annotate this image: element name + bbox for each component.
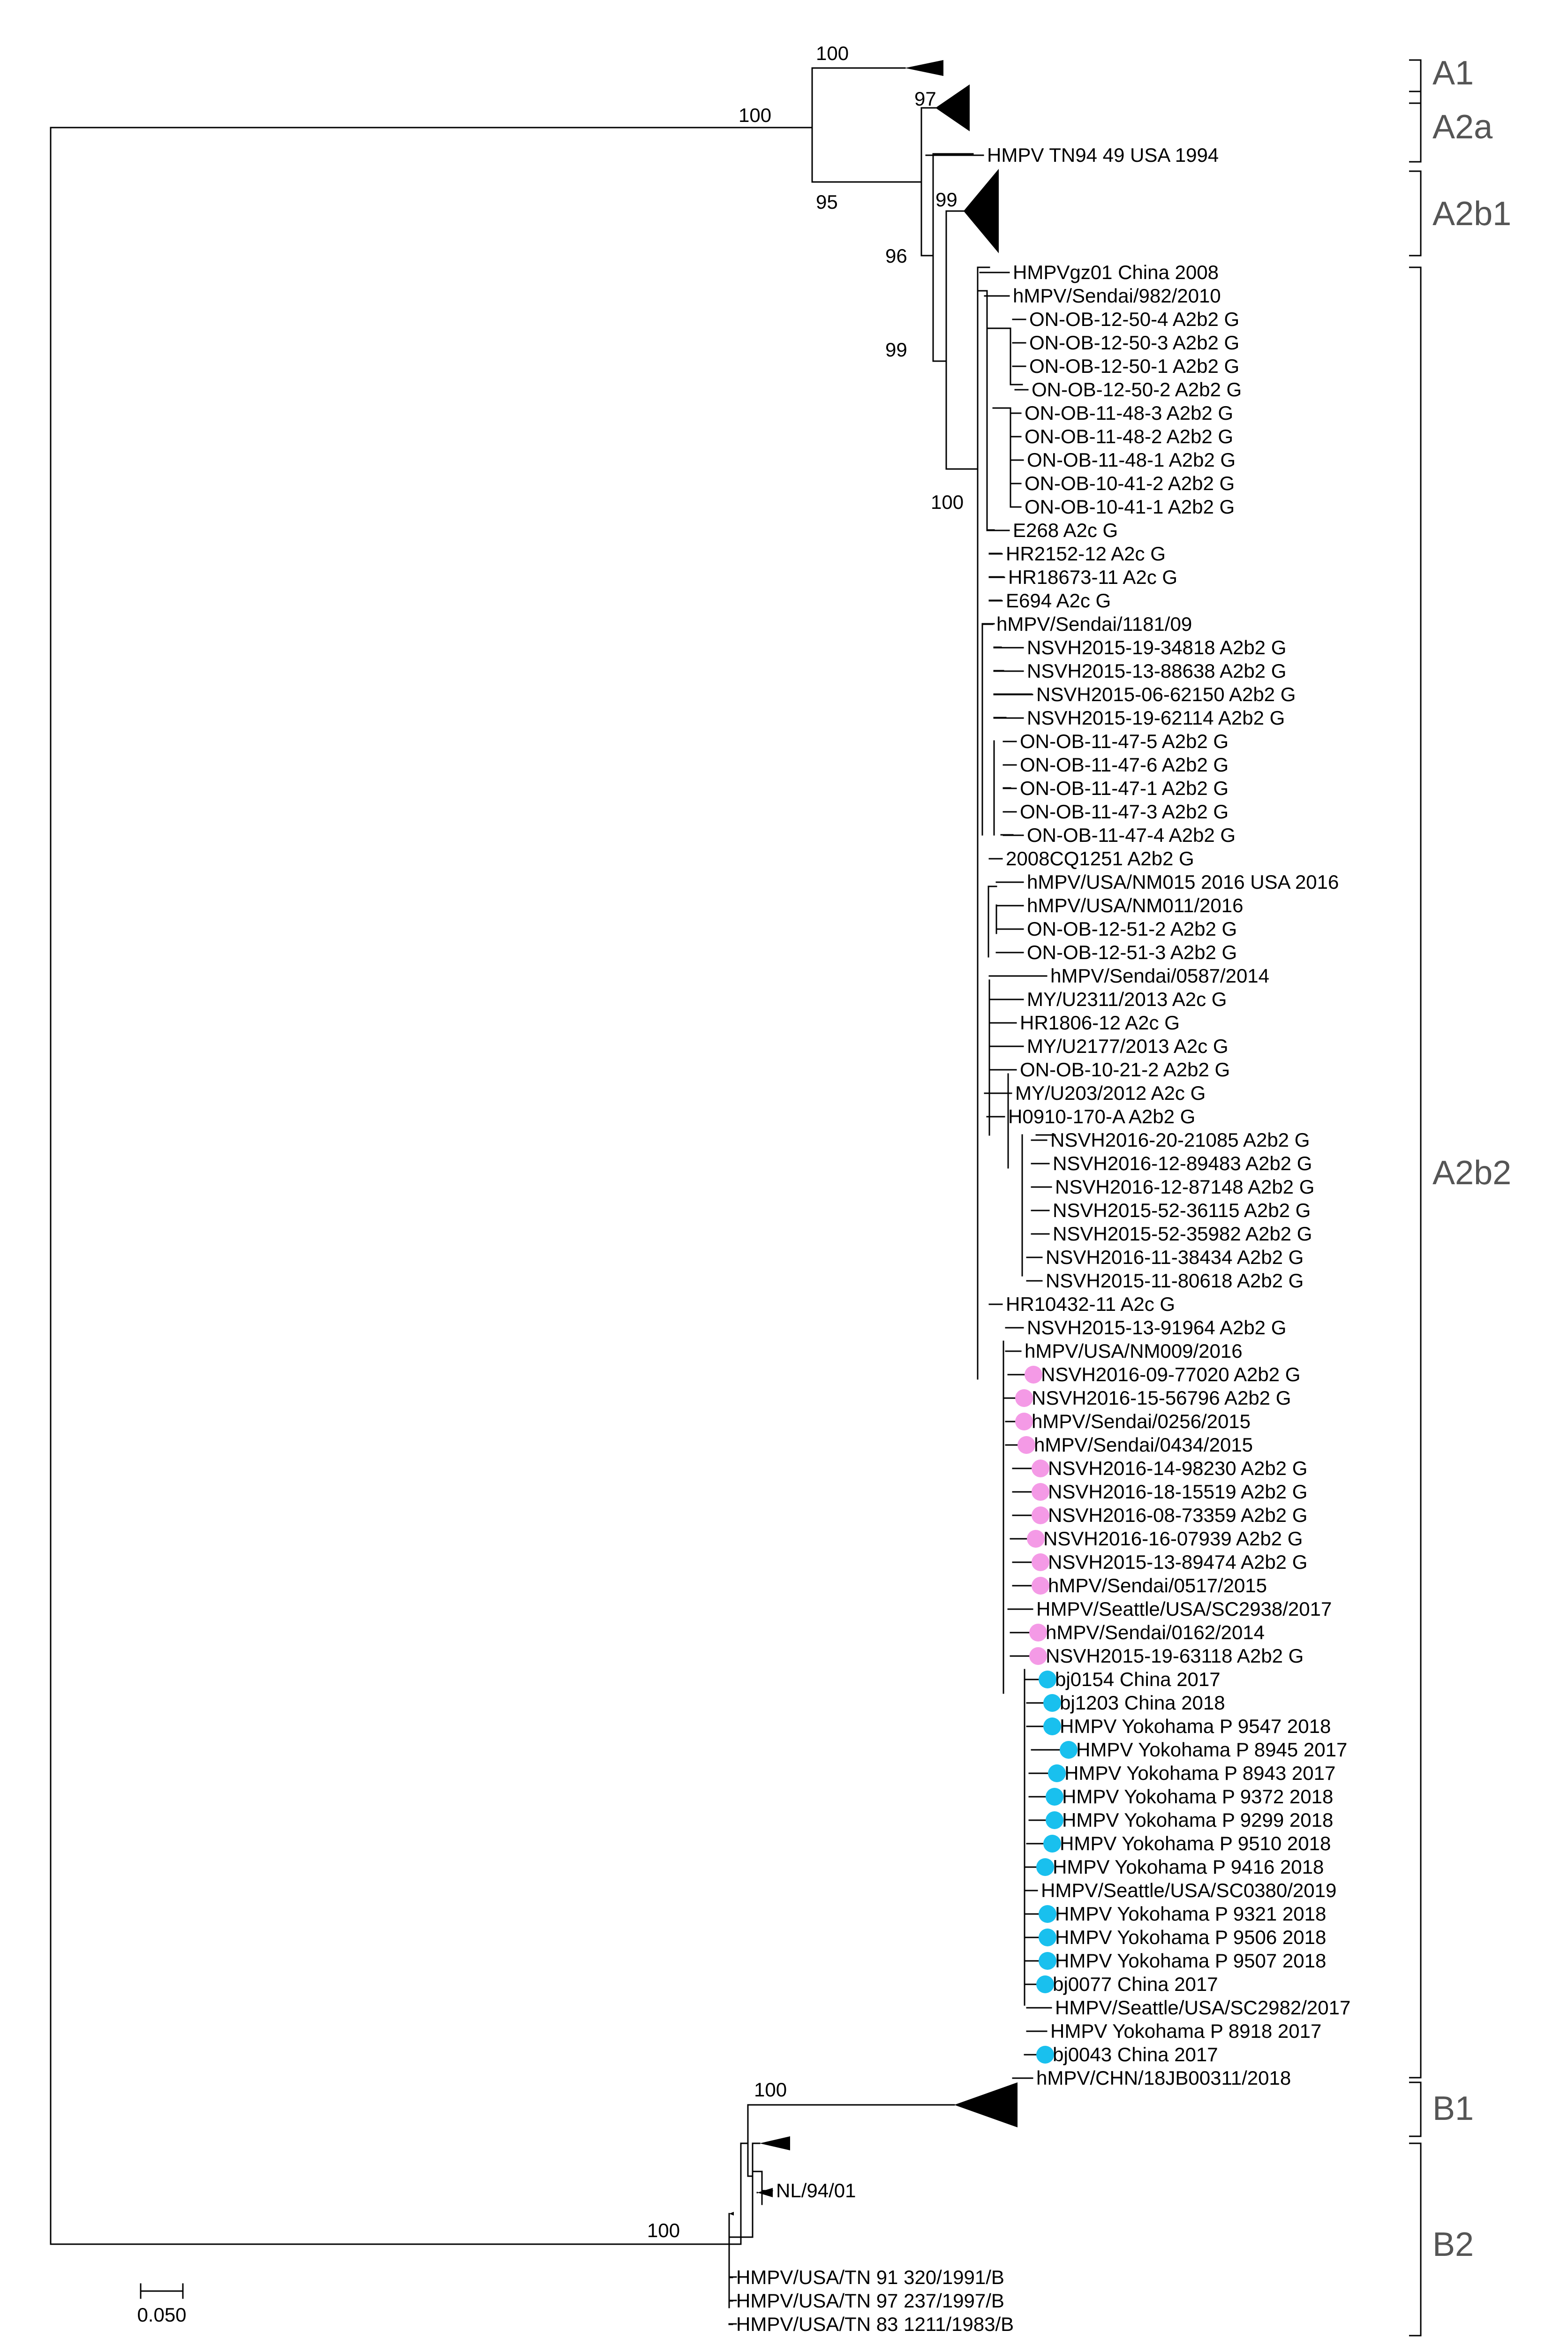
- cyan-marker: [1039, 1929, 1056, 1946]
- leaf: [1029, 1785, 1333, 1808]
- leaf-label: hMPV/CHN/18JB00311/2018: [1036, 2067, 1291, 2089]
- leaf: [1013, 2067, 1291, 2089]
- clade-label-b2: B2: [1432, 2226, 1474, 2263]
- leaf-label: NSVH2015-19-34818 A2b2 G: [1027, 636, 1287, 658]
- leaf-label: ON-OB-10-41-2 A2b2 G: [1025, 472, 1235, 494]
- pink-marker: [1032, 1506, 1049, 1524]
- leaf: [1027, 1715, 1331, 1737]
- bootstrap-value: 100: [754, 2079, 787, 2101]
- bootstrap-value: 97: [914, 88, 936, 110]
- leaf: [1003, 730, 1229, 752]
- bootstrap-value: 100: [931, 491, 964, 513]
- pink-marker: [1025, 1366, 1042, 1384]
- leaf: [1010, 402, 1233, 424]
- leaf: [1027, 1270, 1304, 1292]
- leaf-label: HMPV Yokohama P 9416 2018: [1053, 1856, 1324, 1878]
- leaf: [989, 988, 1227, 1010]
- pink-marker: [1032, 1553, 1049, 1571]
- leaf: [1013, 332, 1239, 354]
- leaf: [1003, 754, 1229, 776]
- leaf-label: NSVH2016-12-89483 A2b2 G: [1053, 1152, 1312, 1174]
- leaf: [1003, 824, 1236, 846]
- cyan-marker: [1043, 1835, 1061, 1853]
- leaf: [1029, 1762, 1335, 1784]
- leaf: [1006, 1340, 1243, 1362]
- leaf-label: NSVH2015-06-62150 A2b2 G: [1036, 683, 1296, 705]
- leaf: [982, 613, 1192, 635]
- leaf-label: NSVH2016-12-87148 A2b2 G: [1055, 1176, 1315, 1198]
- cyan-marker: [1060, 1741, 1078, 1759]
- leaf: [994, 683, 1296, 705]
- leaf-label: NSVH2016-09-77020 A2b2 G: [1041, 1363, 1301, 1385]
- leaf: [989, 965, 1269, 987]
- collapsed-clade-b2-sub1: [760, 2136, 790, 2150]
- leaf-label: MY/U2311/2013 A2c G: [1027, 988, 1227, 1010]
- leaf: [1006, 1410, 1251, 1432]
- pink-marker: [1018, 1436, 1035, 1454]
- leaf-label: MY/U203/2012 A2c G: [1015, 1082, 1206, 1104]
- leaf-label: HR10432-11 A2c G: [1006, 1293, 1176, 1315]
- leaf: [1025, 1668, 1221, 1690]
- clade-label-a2b2: A2b2: [1432, 1154, 1512, 1192]
- leaf: [989, 1012, 1180, 1034]
- leaf-label: HMPVgz01 China 2008: [1013, 261, 1219, 283]
- leaf: [1013, 308, 1239, 330]
- leaf: [729, 2266, 1004, 2288]
- leaf-label: ON-OB-10-41-1 A2b2 G: [1025, 496, 1235, 518]
- leaf-label: H0910-170-A A2b2 G: [1008, 1105, 1196, 1127]
- leaf: [1013, 1551, 1307, 1573]
- leaf: [1025, 1856, 1324, 1878]
- leaf-label: HMPV/USA/TN 91 320/1991/B: [736, 2266, 1004, 2288]
- leaf: [987, 519, 1118, 541]
- pink-marker: [1029, 1647, 1047, 1665]
- leaf-label: hMPV/USA/NM015 2016 USA 2016: [1027, 871, 1339, 893]
- leaf-layer: [729, 144, 1350, 2335]
- leaf-label: ON-OB-11-47-1 A2b2 G: [1020, 777, 1229, 799]
- leaf: [989, 1293, 1175, 1315]
- leaf-label: ON-OB-11-48-2 A2b2 G: [1025, 425, 1234, 447]
- leaf: [1003, 801, 1229, 823]
- pink-marker: [1015, 1413, 1033, 1430]
- leaf-label: hMPV/Sendai/1181/09: [996, 613, 1192, 635]
- leaf-label: HMPV Yokohama P 9506 2018: [1055, 1926, 1327, 1948]
- collapsed-clade-b2-sub2: [757, 2188, 773, 2197]
- leaf-label: bj0043 China 2017: [1053, 2043, 1218, 2065]
- tree-backbone: [51, 68, 978, 2244]
- leaf-label: NSVH2015-19-62114 A2b2 G: [1027, 707, 1285, 729]
- leaf: [994, 636, 1286, 658]
- collapsed-clade-a1: [905, 60, 943, 76]
- pink-marker: [1015, 1389, 1033, 1407]
- leaf: [1013, 355, 1239, 377]
- leaf: [1032, 1199, 1311, 1221]
- leaf: [1025, 1926, 1326, 1948]
- leaf: [989, 543, 1166, 565]
- leaf: [996, 894, 1243, 916]
- leaf: [1006, 1434, 1253, 1456]
- leaf: [1027, 1246, 1304, 1268]
- leaf-label: HR2152-12 A2c G: [1006, 543, 1166, 565]
- leaf-label: ON-OB-11-48-1 A2b2 G: [1027, 449, 1236, 471]
- leaf: [1003, 1387, 1291, 1409]
- leaf: [1013, 1574, 1267, 1596]
- leaf-label: HR18673-11 A2c G: [1008, 566, 1178, 588]
- leaf-label: HMPV/Seattle/USA/SC2982/2017: [1055, 1997, 1351, 2019]
- leaf: [980, 261, 1219, 283]
- leaf: [1032, 1152, 1312, 1174]
- cyan-marker: [1046, 1811, 1063, 1829]
- leaf: [1013, 1457, 1307, 1479]
- leaf-label: hMPV/Sendai/0434/2015: [1034, 1434, 1253, 1456]
- leaf-label: ON-OB-12-51-3 A2b2 G: [1027, 941, 1237, 963]
- leaf-label: NSVH2015-52-35982 A2b2 G: [1053, 1223, 1312, 1245]
- leaf-label: ON-OB-10-21-2 A2b2 G: [1020, 1059, 1230, 1081]
- collapsed-clades: [729, 60, 1018, 2216]
- leaf-label: NSVH2016-08-73359 A2b2 G: [1048, 1504, 1308, 1526]
- leaf-label: bj1203 China 2018: [1060, 1692, 1225, 1714]
- leaf-label: HMPV Yokohama P 9510 2018: [1060, 1832, 1331, 1854]
- leaf-label: ON-OB-11-47-3 A2b2 G: [1020, 801, 1229, 823]
- leaf: [1025, 2043, 1218, 2065]
- leaf-label: bj0077 China 2017: [1053, 1973, 1218, 1995]
- cyan-marker: [1048, 1764, 1066, 1782]
- leaf-label: hMPV/Sendai/0517/2015: [1048, 1574, 1267, 1596]
- leaf-label: hMPV/Sendai/0162/2014: [1046, 1621, 1265, 1643]
- clade-label-a2a: A2a: [1432, 108, 1493, 146]
- bootstrap-value: 95: [816, 191, 838, 213]
- leaf: [1010, 496, 1235, 518]
- leaf: [926, 144, 1219, 166]
- leaf-label: NSVH2016-11-38434 A2b2 G: [1046, 1246, 1304, 1268]
- leaf-label: HMPV/Seattle/USA/SC0380/2019: [1041, 1879, 1337, 1901]
- cyan-marker: [1036, 1975, 1054, 1993]
- leaf: [996, 871, 1339, 893]
- leaf-label: NSVH2016-14-98230 A2b2 G: [1048, 1457, 1308, 1479]
- leaf-label: ON-OB-11-47-5 A2b2 G: [1020, 730, 1229, 752]
- leaf: [1027, 1997, 1350, 2019]
- clade-label-a2b1: A2b1: [1432, 195, 1512, 233]
- leaf: [1013, 1481, 1307, 1503]
- leaf-label: HMPV/Seattle/USA/SC2938/2017: [1036, 1598, 1332, 1620]
- leaf-label: ON-OB-11-47-4 A2b2 G: [1027, 824, 1236, 846]
- leaf-label: HMPV Yokohama P 8943 2017: [1064, 1762, 1336, 1784]
- leaf: [1013, 1504, 1307, 1526]
- leaf: [1032, 1223, 1312, 1245]
- leaf-label: NSVH2015-13-91964 A2b2 G: [1027, 1316, 1287, 1339]
- cyan-marker: [1039, 1671, 1056, 1688]
- leaf: [989, 847, 1194, 870]
- pink-marker: [1032, 1483, 1049, 1501]
- leaf: [1010, 425, 1233, 447]
- scale-bar: [137, 2284, 186, 2326]
- leaf-label: NSVH2015-13-88638 A2b2 G: [1027, 660, 1287, 682]
- cyan-marker: [1039, 1952, 1056, 1970]
- bootstrap-value: 96: [885, 245, 907, 267]
- clade-label-b1: B1: [1432, 2090, 1474, 2127]
- leaf: [1032, 1176, 1314, 1198]
- leaf: [994, 707, 1285, 729]
- pink-marker: [1032, 1577, 1049, 1595]
- leaf: [994, 660, 1286, 682]
- leaf: [1027, 1832, 1331, 1854]
- clade-label-layer: [1432, 54, 1511, 2263]
- bootstrap-layer: [647, 42, 964, 2241]
- leaf: [762, 2179, 856, 2201]
- leaf: [996, 918, 1237, 940]
- leaf-label: ON-OB-12-50-4 A2b2 G: [1029, 308, 1240, 330]
- leaf: [1025, 1903, 1326, 1925]
- leaf-label: bj0154 China 2017: [1055, 1668, 1221, 1690]
- cyan-marker: [1043, 1694, 1061, 1712]
- bootstrap-value: 100: [816, 42, 849, 64]
- leaf: [989, 590, 1111, 612]
- pink-marker: [1027, 1530, 1045, 1548]
- cyan-marker: [1043, 1717, 1061, 1735]
- leaf: [729, 2313, 1014, 2335]
- leaf-label: NSVH2016-18-15519 A2b2 G: [1048, 1481, 1308, 1503]
- leaf-label: NSVH2015-52-36115 A2b2 G: [1053, 1199, 1311, 1221]
- leaf-label: NSVH2016-20-21085 A2b2 G: [1050, 1129, 1310, 1151]
- leaf: [1032, 1129, 1310, 1151]
- leaf-label: HMPV Yokohama P 8945 2017: [1076, 1739, 1348, 1761]
- cyan-marker: [1036, 2046, 1054, 2064]
- cyan-marker: [1046, 1788, 1063, 1806]
- bootstrap-value: 99: [935, 189, 957, 211]
- leaf: [989, 1035, 1229, 1057]
- leaf-label: hMPV/Sendai/982/2010: [1013, 285, 1221, 307]
- leaf-label: E268 A2c G: [1013, 519, 1118, 541]
- leaf-label: HMPV Yokohama P 9372 2018: [1062, 1785, 1334, 1808]
- leaf-label: NL/94/01: [776, 2179, 856, 2201]
- scale-bar-label: 0.050: [137, 2304, 187, 2326]
- leaf: [1025, 1950, 1326, 1972]
- leaf: [1025, 1973, 1218, 1995]
- leaf-label: HMPV Yokohama P 9321 2018: [1055, 1903, 1327, 1925]
- leaf-label: HMPV Yokohama P 8918 2017: [1050, 2020, 1322, 2042]
- leaf-label: hMPV/Sendai/0256/2015: [1032, 1410, 1251, 1432]
- leaf: [1010, 1621, 1265, 1643]
- leaf-label: ON-OB-12-50-3 A2b2 G: [1029, 332, 1240, 354]
- leaf: [1025, 1879, 1336, 1901]
- leaf-label: HMPV Yokohama P 9507 2018: [1055, 1950, 1327, 1972]
- leaf: [985, 1082, 1206, 1104]
- leaf-label: ON-OB-11-47-6 A2b2 G: [1020, 754, 1229, 776]
- cyan-marker: [1036, 1858, 1054, 1876]
- leaf-label: 2008CQ1251 A2b2 G: [1006, 847, 1194, 870]
- leaf-label: hMPV/USA/NM009/2016: [1025, 1340, 1243, 1362]
- clade-label-a1: A1: [1432, 54, 1474, 92]
- collapsed-clade-a2b1: [964, 169, 999, 253]
- leaf-label: HMPV Yokohama P 9547 2018: [1060, 1715, 1331, 1737]
- leaf: [1015, 378, 1242, 401]
- leaf: [1027, 1692, 1225, 1714]
- collapsed-clade-a2a: [935, 84, 970, 131]
- leaf: [987, 1105, 1195, 1127]
- leaf: [1029, 1809, 1333, 1831]
- leaf: [985, 285, 1221, 307]
- bootstrap-value: 100: [739, 104, 772, 126]
- leaf-label: hMPV/Sendai/0587/2014: [1050, 965, 1270, 987]
- leaf-label: HMPV/USA/TN 97 237/1997/B: [736, 2290, 1004, 2312]
- leaf: [989, 1059, 1230, 1081]
- leaf-label: E694 A2c G: [1006, 590, 1111, 612]
- leaf: [1008, 1363, 1300, 1385]
- leaf-label: ON-OB-11-48-3 A2b2 G: [1025, 402, 1234, 424]
- leaf: [996, 941, 1237, 963]
- leaf-label: hMPV/USA/NM011/2016: [1027, 894, 1244, 916]
- leaf-label: HR1806-12 A2c G: [1020, 1012, 1180, 1034]
- leaf: [1003, 777, 1229, 799]
- leaf-label: NSVH2015-13-89474 A2b2 G: [1048, 1551, 1308, 1573]
- leaf: [1010, 472, 1235, 494]
- leaf-label: NSVH2015-19-63118 A2b2 G: [1046, 1645, 1304, 1667]
- cyan-marker: [1039, 1905, 1056, 1923]
- leaf: [1010, 1645, 1304, 1667]
- leaf-label: HMPV/USA/TN 83 1211/1983/B: [736, 2313, 1014, 2335]
- bootstrap-value: 100: [647, 2219, 680, 2241]
- leaf: [729, 2290, 1004, 2312]
- leaf: [1010, 449, 1236, 471]
- collapsed-clade-b1: [954, 2082, 1018, 2127]
- leaf-label: HMPV Yokohama P 9299 2018: [1062, 1809, 1334, 1831]
- leaf-label: NSVH2016-15-56796 A2b2 G: [1032, 1387, 1291, 1409]
- leaf-label: ON-OB-12-50-2 A2b2 G: [1032, 378, 1242, 401]
- leaf-label: NSVH2015-11-80618 A2b2 G: [1046, 1270, 1304, 1292]
- leaf: [1008, 1598, 1332, 1620]
- leaf-label: HMPV TN94 49 USA 1994: [987, 144, 1219, 166]
- bootstrap-value: 99: [885, 339, 907, 361]
- leaf-label: MY/U2177/2013 A2c G: [1027, 1035, 1229, 1057]
- leaf: [1010, 1528, 1303, 1550]
- pink-marker: [1032, 1460, 1049, 1477]
- leaf-label: NSVH2016-16-07939 A2b2 G: [1043, 1528, 1303, 1550]
- leaf: [1006, 1316, 1286, 1339]
- leaf: [1027, 2020, 1321, 2042]
- leaf-label: ON-OB-12-51-2 A2b2 G: [1027, 918, 1237, 940]
- leaf-label: ON-OB-12-50-1 A2b2 G: [1029, 355, 1240, 377]
- leaf: [989, 566, 1177, 588]
- pink-marker: [1029, 1624, 1047, 1642]
- clade-brackets: [1409, 60, 1421, 2336]
- leaf: [1032, 1739, 1347, 1761]
